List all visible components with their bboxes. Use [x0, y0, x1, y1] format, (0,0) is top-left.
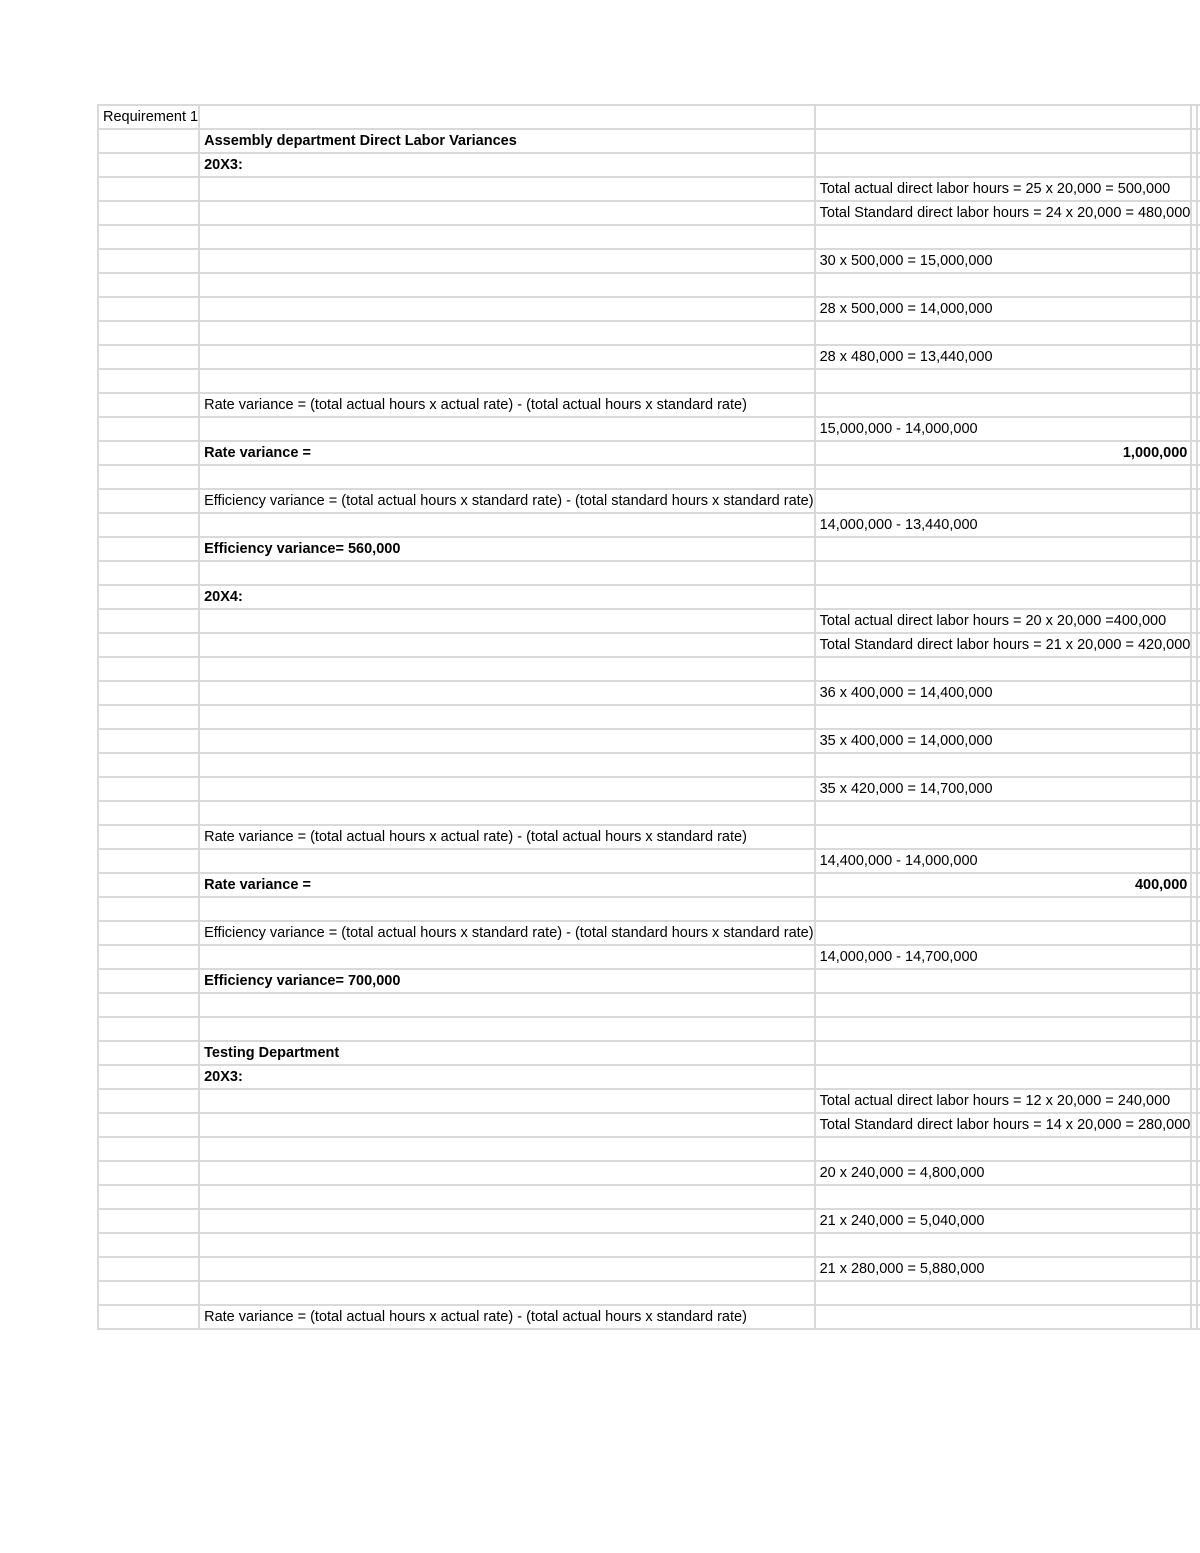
sheet-row [98, 249, 1200, 273]
sheet-cell[interactable] [199, 1233, 814, 1257]
sheet-cell[interactable]: Rate variance = (total actual hours x actual rate) - (total actual hours x standard rate) [199, 1305, 814, 1329]
sheet-cell[interactable] [199, 417, 814, 441]
sheet-cell[interactable] [199, 753, 814, 777]
sheet-cell[interactable] [98, 1281, 199, 1305]
sheet-cell[interactable] [98, 849, 199, 873]
sheet-cell[interactable]: Total actual direct labor hours = 25 x 20,000 = 500,000 [815, 177, 1192, 201]
sheet-row [98, 1017, 1200, 1041]
sheet-cell[interactable] [815, 105, 1192, 129]
sheet-row [98, 489, 1200, 513]
sheet-cell[interactable] [98, 225, 199, 249]
sheet-row [98, 1305, 1200, 1329]
sheet-cell[interactable]: 14,000,000 - 14,700,000 [815, 945, 1192, 969]
sheet-cell[interactable] [98, 825, 199, 849]
sheet-row [98, 873, 1200, 897]
sheet-cell[interactable] [199, 273, 814, 297]
sheet-cell[interactable] [815, 153, 1192, 177]
sheet-row [98, 1065, 1200, 1089]
sheet-cell[interactable] [815, 1041, 1192, 1065]
sheet-cell[interactable]: Total Standard direct labor hours = 14 x 20,000 = 280,000 [815, 1113, 1192, 1137]
sheet-cell[interactable]: Total Standard direct labor hours = 24 x 20,000 = 480,000 [815, 201, 1192, 225]
sheet-cell[interactable] [98, 561, 199, 585]
sheet-cell[interactable]: Assembly department Direct Labor Variances [199, 129, 814, 153]
sheet-row [98, 993, 1200, 1017]
sheet-cell[interactable] [98, 1233, 199, 1257]
sheet-cell[interactable]: 21 x 280,000 = 5,880,000 [815, 1257, 1192, 1281]
sheet-cell[interactable] [98, 1041, 199, 1065]
sheet-row [98, 753, 1200, 777]
sheet-cell[interactable]: 14,000,000 - 13,440,000 [815, 513, 1192, 537]
sheet-cell[interactable] [98, 1209, 199, 1233]
sheet-cell[interactable]: Testing Department [199, 1041, 814, 1065]
sheet-cell[interactable] [199, 369, 814, 393]
sheet-cell[interactable] [815, 561, 1192, 585]
sheet-cell[interactable] [98, 1065, 199, 1089]
sheet-cell[interactable]: 15,000,000 - 14,000,000 [815, 417, 1192, 441]
sheet-row [98, 1041, 1200, 1065]
sheet-cell[interactable] [199, 1137, 814, 1161]
sheet-cell[interactable] [98, 465, 199, 489]
sheet-cell[interactable] [199, 297, 814, 321]
sheet-cell[interactable] [199, 993, 814, 1017]
sheet-row [98, 921, 1200, 945]
sheet-cell[interactable] [98, 993, 199, 1017]
sheet-cell[interactable]: 20X3: [199, 153, 814, 177]
sheet-cell[interactable] [98, 321, 199, 345]
sheet-row [98, 561, 1200, 585]
sheet-cell[interactable] [815, 897, 1192, 921]
sheet-cell[interactable] [98, 969, 199, 993]
sheet-cell[interactable] [98, 945, 199, 969]
sheet-cell[interactable]: 36 x 400,000 = 14,400,000 [815, 681, 1192, 705]
sheet-row [98, 1209, 1200, 1233]
sheet-cell[interactable] [199, 1017, 814, 1041]
sheet-cell[interactable] [815, 705, 1192, 729]
sheet-cell[interactable] [98, 681, 199, 705]
sheet-row [98, 1113, 1200, 1137]
sheet-cell[interactable] [98, 609, 199, 633]
sheet-cell[interactable] [199, 225, 814, 249]
sheet-cell[interactable] [98, 297, 199, 321]
sheet-cell[interactable] [98, 873, 199, 897]
sheet-cell[interactable] [199, 609, 814, 633]
sheet-row [98, 393, 1200, 417]
sheet-cell[interactable]: Rate variance = (total actual hours x actual rate) - (total actual hours x standard rate) [199, 825, 814, 849]
sheet-cell[interactable]: 20X3: [199, 1065, 814, 1089]
sheet-cell[interactable] [815, 537, 1192, 561]
sheet-cell[interactable] [98, 753, 199, 777]
sheet-row [98, 297, 1200, 321]
sheet-cell[interactable] [98, 1257, 199, 1281]
sheet-cell[interactable] [815, 1233, 1192, 1257]
sheet-cell[interactable] [815, 129, 1192, 153]
sheet-cell[interactable] [199, 945, 814, 969]
sheet-row [98, 801, 1200, 825]
sheet-cell[interactable]: 30 x 500,000 = 15,000,000 [815, 249, 1192, 273]
sheet-cell[interactable] [98, 537, 199, 561]
sheet-row [98, 1089, 1200, 1113]
spreadsheet-grid [97, 104, 1200, 1330]
sheet-cell[interactable] [199, 513, 814, 537]
sheet-cell[interactable] [98, 345, 199, 369]
sheet-cell[interactable] [98, 129, 199, 153]
sheet-cell[interactable] [815, 825, 1192, 849]
sheet-cell[interactable] [815, 993, 1192, 1017]
sheet-row [98, 1137, 1200, 1161]
sheet-cell[interactable] [199, 849, 814, 873]
sheet-cell[interactable] [815, 585, 1192, 609]
sheet-row [98, 129, 1200, 153]
sheet-cell[interactable] [199, 249, 814, 273]
sheet-cell[interactable] [815, 273, 1192, 297]
sheet-cell[interactable] [199, 561, 814, 585]
sheet-cell[interactable] [815, 465, 1192, 489]
sheet-cell[interactable] [98, 633, 199, 657]
sheet-cell[interactable] [199, 705, 814, 729]
sheet-cell[interactable] [98, 585, 199, 609]
sheet-row [98, 897, 1200, 921]
sheet-row [98, 1185, 1200, 1209]
sheet-cell[interactable] [199, 801, 814, 825]
sheet-cell[interactable] [98, 657, 199, 681]
sheet-cell[interactable]: 35 x 400,000 = 14,000,000 [815, 729, 1192, 753]
sheet-cell[interactable] [199, 657, 814, 681]
sheet-cell[interactable] [199, 177, 814, 201]
sheet-cell[interactable] [815, 1281, 1192, 1305]
sheet-cell[interactable]: Efficiency variance= 560,000 [199, 537, 814, 561]
sheet-row [98, 153, 1200, 177]
sheet-row [98, 537, 1200, 561]
sheet-row [98, 465, 1200, 489]
sheet-cell[interactable] [199, 321, 814, 345]
sheet-cell[interactable] [98, 1089, 199, 1113]
sheet-cell[interactable] [199, 897, 814, 921]
sheet-cell[interactable]: Rate variance = (total actual hours x actual rate) - (total actual hours x standard rate) [199, 393, 814, 417]
sheet-cell[interactable] [98, 1305, 199, 1329]
sheet-row [98, 729, 1200, 753]
sheet-cell[interactable] [199, 1161, 814, 1185]
sheet-cell[interactable] [815, 225, 1192, 249]
sheet-cell[interactable]: Total actual direct labor hours = 20 x 20,000 =400,000 [815, 609, 1192, 633]
sheet-cell[interactable]: 1,000,000 [815, 441, 1192, 465]
sheet-row [98, 945, 1200, 969]
sheet-cell[interactable] [98, 705, 199, 729]
sheet-cell[interactable] [98, 1017, 199, 1041]
sheet-cell[interactable] [98, 1137, 199, 1161]
sheet-cell[interactable] [199, 345, 814, 369]
sheet-cell[interactable]: 400,000 [815, 873, 1192, 897]
sheet-cell[interactable]: Requirement 1 [98, 105, 199, 129]
sheet-cell[interactable] [98, 729, 199, 753]
sheet-row [98, 177, 1200, 201]
sheet-row [98, 1233, 1200, 1257]
sheet-cell[interactable] [199, 681, 814, 705]
sheet-cell[interactable] [98, 897, 199, 921]
sheet-cell[interactable] [815, 969, 1192, 993]
sheet-cell[interactable]: Rate variance = [199, 873, 814, 897]
sheet-cell[interactable] [815, 321, 1192, 345]
sheet-cell[interactable] [199, 1089, 814, 1113]
sheet-cell[interactable] [815, 921, 1192, 945]
sheet-row [98, 345, 1200, 369]
sheet-cell[interactable] [98, 201, 199, 225]
sheet-cell[interactable] [815, 489, 1192, 513]
sheet-row [98, 201, 1200, 225]
sheet-cell[interactable] [98, 177, 199, 201]
sheet-cell[interactable]: Total Standard direct labor hours = 21 x 20,000 = 420,000 [815, 633, 1192, 657]
sheet-cell[interactable]: Rate variance = [199, 441, 814, 465]
sheet-cell[interactable] [199, 633, 814, 657]
sheet-row [98, 633, 1200, 657]
sheet-cell[interactable] [98, 1161, 199, 1185]
sheet-row [98, 825, 1200, 849]
sheet-cell[interactable] [98, 1113, 199, 1137]
sheet-row [98, 1161, 1200, 1185]
sheet-cell[interactable] [199, 1209, 814, 1233]
sheet-row [98, 681, 1200, 705]
sheet-cell[interactable] [815, 1017, 1192, 1041]
sheet-cell[interactable] [199, 1257, 814, 1281]
sheet-cell[interactable] [98, 1185, 199, 1209]
sheet-cell[interactable] [98, 441, 199, 465]
sheet-cell[interactable] [98, 801, 199, 825]
spreadsheet-body [98, 105, 1200, 1329]
sheet-row [98, 273, 1200, 297]
sheet-row [98, 369, 1200, 393]
sheet-cell[interactable] [815, 1185, 1192, 1209]
sheet-cell[interactable] [815, 1305, 1192, 1329]
sheet-cell[interactable] [199, 777, 814, 801]
sheet-row [98, 585, 1200, 609]
sheet-cell[interactable] [98, 777, 199, 801]
sheet-cell[interactable] [98, 513, 199, 537]
sheet-cell[interactable]: 21 x 240,000 = 5,040,000 [815, 1209, 1192, 1233]
sheet-row [98, 225, 1200, 249]
sheet-row [98, 705, 1200, 729]
sheet-cell[interactable]: Efficiency variance= 700,000 [199, 969, 814, 993]
sheet-cell[interactable]: 28 x 480,000 = 13,440,000 [815, 345, 1192, 369]
sheet-cell[interactable] [98, 393, 199, 417]
sheet-cell[interactable]: 35 x 420,000 = 14,700,000 [815, 777, 1192, 801]
sheet-row [98, 105, 1200, 129]
sheet-cell[interactable]: Total actual direct labor hours = 12 x 20,000 = 240,000 [815, 1089, 1192, 1113]
sheet-cell[interactable] [199, 201, 814, 225]
sheet-cell[interactable] [815, 369, 1192, 393]
sheet-cell[interactable]: 20 x 240,000 = 4,800,000 [815, 1161, 1192, 1185]
sheet-row [98, 657, 1200, 681]
sheet-row [98, 321, 1200, 345]
sheet-cell[interactable] [199, 105, 814, 129]
sheet-row [98, 441, 1200, 465]
sheet-cell[interactable] [199, 1113, 814, 1137]
sheet-row [98, 1281, 1200, 1305]
sheet-cell[interactable] [815, 1137, 1192, 1161]
sheet-cell[interactable]: Efficiency variance = (total actual hours x standard rate) - (total standard hours x standard rate) [199, 921, 814, 945]
sheet-cell[interactable]: 20X4: [199, 585, 814, 609]
sheet-row [98, 609, 1200, 633]
sheet-cell[interactable] [98, 273, 199, 297]
sheet-cell[interactable] [98, 249, 199, 273]
sheet-cell[interactable]: 14,400,000 - 14,000,000 [815, 849, 1192, 873]
sheet-cell[interactable] [199, 1185, 814, 1209]
sheet-cell[interactable] [199, 465, 814, 489]
sheet-cell[interactable] [98, 369, 199, 393]
sheet-row [98, 777, 1200, 801]
sheet-cell[interactable] [98, 417, 199, 441]
sheet-row [98, 969, 1200, 993]
sheet-cell[interactable] [815, 657, 1192, 681]
sheet-cell[interactable] [98, 921, 199, 945]
sheet-cell[interactable] [815, 801, 1192, 825]
sheet-row [98, 1257, 1200, 1281]
sheet-cell[interactable] [98, 153, 199, 177]
sheet-row [98, 417, 1200, 441]
sheet-cell[interactable] [199, 729, 814, 753]
sheet-cell[interactable] [815, 1065, 1192, 1089]
sheet-cell[interactable] [199, 1281, 814, 1305]
sheet-row [98, 513, 1200, 537]
sheet-cell[interactable]: Efficiency variance = (total actual hours x standard rate) - (total standard hours x standard rate) [199, 489, 814, 513]
sheet-cell[interactable] [815, 393, 1192, 417]
sheet-cell[interactable] [98, 489, 199, 513]
sheet-cell[interactable] [815, 753, 1192, 777]
sheet-row [98, 849, 1200, 873]
sheet-cell[interactable]: 28 x 500,000 = 14,000,000 [815, 297, 1192, 321]
